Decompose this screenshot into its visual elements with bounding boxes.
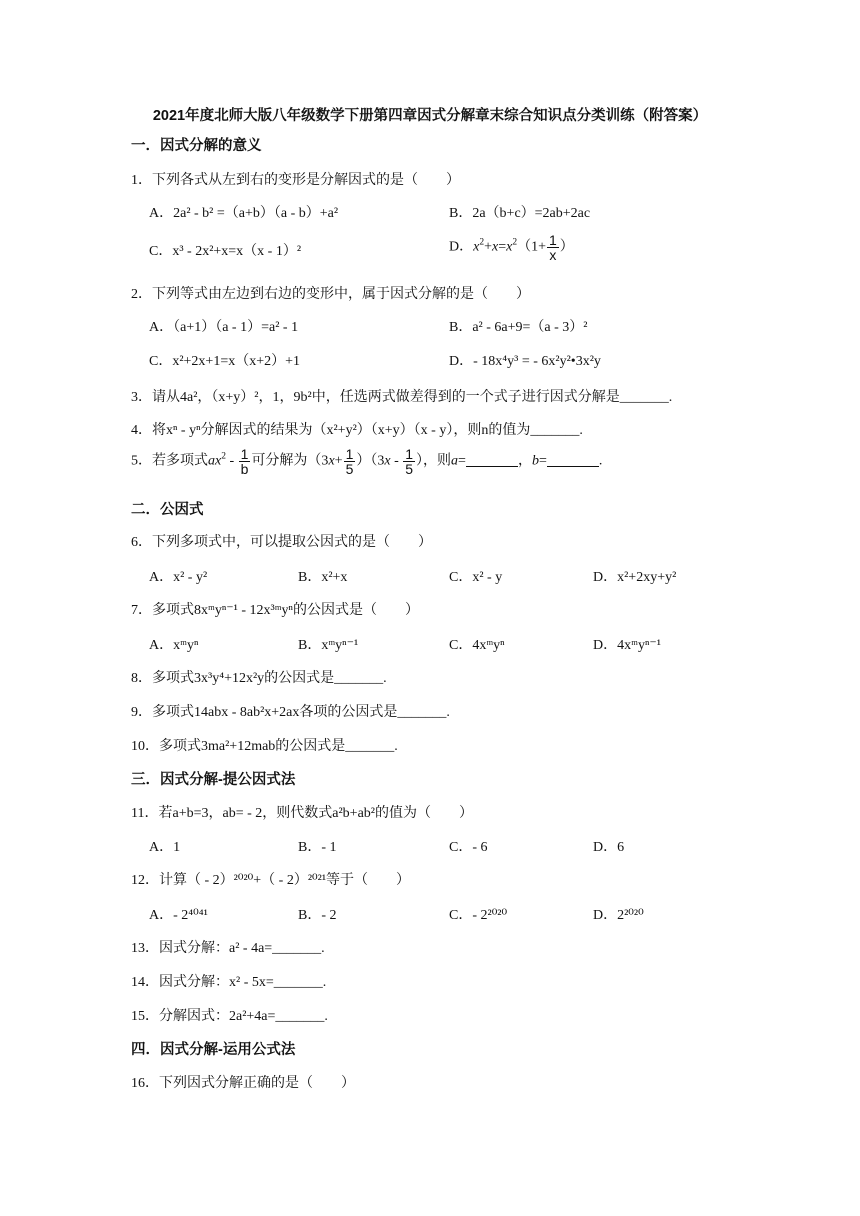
question-10: 10．多项式3ma²+12mab的公因式是_______. [131, 739, 398, 754]
question-5: 5．若多项式$ax^2$ - $\frac{1}{b}$ 可分解为（3x+ $\frac{1}{5}$ ）（3x - $\frac{1}{5}$ ），则a= ，b= . [131, 446, 603, 477]
q6-option-c: C．x² - y [449, 570, 503, 585]
q1-option-b: B．2a（b+c）=2ab+2ac [449, 206, 591, 221]
question-9: 9．多项式14abx - 8ab²x+2ax各项的公因式是_______. [131, 705, 450, 720]
q1-option-a: A．2a² - b² =（a+b）（a - b）+a² [149, 206, 339, 221]
q11-option-b: B．- 1 [298, 840, 337, 855]
q7-option-a: A．xᵐyⁿ [149, 638, 199, 653]
q7-option-b: B．xᵐyⁿ⁻¹ [298, 638, 359, 653]
fraction: $\frac{1}{x}$ [549, 232, 557, 263]
q6-option-a: A．x² - y² [149, 570, 208, 585]
q12-option-b: B．- 2 [298, 908, 337, 923]
question-4: 4．将xⁿ - yⁿ分解因式的结果为（x²+y²）（x+y）（x - y），则n的值为_______. [131, 423, 583, 438]
q6-option-d: D．x²+2xy+y² [593, 570, 677, 585]
question-15: 15．分解因式：2a²+4a=_______. [131, 1009, 328, 1024]
question-14: 14．因式分解：x² - 5x=_______. [131, 975, 327, 990]
page-title: 2021年度北师大版八年级数学下册第四章因式分解章末综合知识点分类训练（附答案） [152, 108, 708, 124]
fraction: $\frac{1}{5}$ [345, 446, 354, 477]
section-heading: 四．因式分解-运用公式法 [131, 1042, 296, 1058]
question-16: 16．下列因式分解正确的是（ ） [131, 1076, 355, 1091]
q12-option-d: D．2²⁰²⁰ [593, 908, 644, 923]
q7-option-d: D．4xᵐyⁿ⁻¹ [593, 638, 661, 653]
section-heading: 一．因式分解的意义 [131, 138, 262, 154]
q11-option-a: A．1 [149, 840, 181, 855]
question-2: 2．下列等式由左边到右边的变形中，属于因式分解的是（ ） [131, 287, 530, 302]
q2-option-d: D．- 18x⁴y³ = - 6x²y²•3x²y [449, 354, 601, 369]
question-7: 7．多项式8xᵐyⁿ⁻¹ - 12x³ᵐyⁿ的公因式是（ ） [131, 603, 419, 618]
question-3: 3．请从4a²，（x+y）²，1，9b²中，任选两式做差得到的一个式子进行因式分解是_______. [131, 390, 673, 405]
question-13: 13．因式分解：a² - 4a=_______. [131, 941, 325, 956]
q7-option-c: C．4xᵐyⁿ [449, 638, 505, 653]
q2-option-c: C．x²+2x+1=x（x+2）+1 [149, 354, 301, 369]
q12-option-c: C．- 2²⁰²⁰ [449, 908, 508, 923]
question-11: 11．若a+b=3，ab= - 2，则代数式a²b+ab²的值为（ ） [131, 806, 473, 821]
q11-option-d: D．6 [593, 840, 625, 855]
q11-option-c: C．- 6 [449, 840, 488, 855]
q2-option-a: A．（a+1）（a - 1）=a² - 1 [149, 320, 299, 335]
question-12: 12．计算（ - 2）²⁰²⁰+（ - 2）²⁰²¹等于（ ） [131, 873, 411, 888]
question-8: 8．多项式3x³y⁴+12x²y的公因式是_______. [131, 671, 387, 686]
section-heading: 二．公因式 [131, 502, 204, 518]
fraction: $\frac{1}{5}$ [405, 446, 414, 477]
fraction: $\frac{1}{b}$ [240, 446, 249, 477]
question-1: 1．下列各式从左到右的变形是分解因式的是（ ） [131, 173, 460, 188]
question-6: 6．下列多项式中，可以提取公因式的是（ ） [131, 535, 432, 550]
q12-option-a: A．- 2⁴⁰⁴¹ [149, 908, 208, 923]
q6-option-b: B．x²+x [298, 570, 348, 585]
q1-option-c: C．x³ - 2x²+x=x（x - 1）² [149, 244, 302, 259]
q2-option-b: B．a² - 6a+9=（a - 3）² [449, 320, 588, 335]
q1-option-d: D．$x^2+x=x^2(1+$ $\frac{1}{x}$ ） [449, 232, 574, 263]
section-heading: 三．因式分解-提公因式法 [131, 772, 296, 788]
